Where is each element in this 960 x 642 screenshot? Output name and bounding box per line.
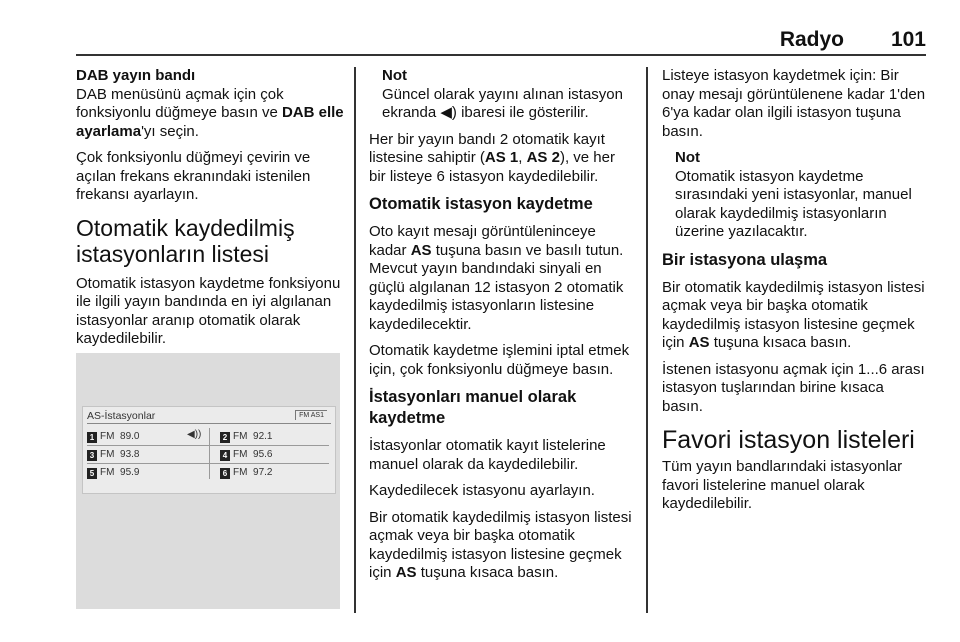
column-divider-2 bbox=[646, 67, 648, 613]
header-rule bbox=[76, 54, 926, 56]
text: Oto kayıt mesajı görüntüleninceye kadar bbox=[369, 223, 596, 259]
preset-band: FM bbox=[100, 449, 115, 460]
list-tab: FM AS1 bbox=[295, 410, 327, 420]
note-current-station bbox=[382, 67, 635, 123]
preset-number: 3 bbox=[87, 450, 97, 461]
preset-number: 6 bbox=[220, 468, 230, 479]
favorites-text: Tüm yayın bandlarındaki istasyonlar favori listelerine manuel olarak kaydedilebilir. bbox=[662, 458, 903, 512]
heading-auto-store: Otomatik istasyon kaydetme bbox=[369, 195, 593, 213]
lists-paragraph bbox=[369, 131, 635, 187]
manual-paragraph-3 bbox=[369, 509, 635, 583]
preset-row bbox=[87, 428, 329, 446]
preset-1 bbox=[87, 430, 139, 444]
text: , bbox=[518, 149, 527, 166]
note-text: Otomatik istasyon kaydetme sırasındaki yeni istasyonlar, manuel olarak kaydedilmiş istasyonların üzerine yazılacaktır. bbox=[675, 167, 912, 240]
text: tuşuna basın ve basılı tutun. Mevcut yayın bandındaki sinyali en güçlü algılanan 12 istasyon 2 otomatik kaydedilmiş istasyonların listesine kaydedilecektir. bbox=[369, 241, 624, 333]
auto-stored-text: Otomatik istasyon kaydetme fonksiyonu ile ilgili yayın bandında en iyi algılanan istasyonlar aranıp otomatik olarak kaydedilebilir. bbox=[76, 274, 341, 347]
store-paragraph: Listeye istasyon kaydetmek için: Bir onay mesajı görüntülenene kadar 1'den 6'ya kadar olan ilgili istasyon tuşuna basın. bbox=[662, 67, 926, 140]
cancel-paragraph: Otomatik kaydetme işlemini iptal etmek için, çok fonksiyonlu düğmeye basın. bbox=[369, 342, 630, 378]
auto-store-paragraph bbox=[369, 223, 635, 334]
dab-paragraph-2: Çok fonksiyonlu düğmeyi çevirin ve açılan frekans ekranındaki istenilen frekansı ayarlayın. bbox=[76, 149, 311, 203]
text: Her bir yayın bandı 2 otomatik kayıt listesine sahiptir ( bbox=[369, 130, 605, 166]
preset-band: FM bbox=[233, 431, 248, 442]
preset-row bbox=[87, 446, 329, 464]
text: Bir otomatik kaydedilmiş istasyon listesi açmak veya bir başka otomatik kaydedilmiş istasyon listesine geçmek için bbox=[369, 508, 632, 581]
preset-band: FM bbox=[100, 431, 115, 442]
speaker-icon: ◀)) bbox=[187, 429, 202, 440]
preset-number: 1 bbox=[87, 432, 97, 443]
page-header bbox=[76, 28, 926, 54]
dab-text: DAB menüsünü açmak için çok fonksiyonlu düğmeye basın ve bbox=[76, 85, 284, 121]
dab-text-end: 'yı seçin. bbox=[141, 122, 199, 140]
preset-band: FM bbox=[233, 467, 248, 478]
note-label: Not bbox=[382, 67, 407, 84]
manual-paragraph-2: Kaydedilecek istasyonu ayarlayın. bbox=[369, 482, 595, 499]
access-paragraph-1 bbox=[662, 279, 928, 353]
as-label: AS bbox=[395, 564, 417, 581]
preset-row bbox=[87, 464, 329, 481]
preset-number: 2 bbox=[220, 432, 230, 443]
note-text-end: ibaresi ile gösterilir. bbox=[456, 104, 589, 121]
preset-frequency: 95.9 bbox=[120, 467, 140, 478]
preset-band: FM bbox=[233, 449, 248, 460]
as2-label: AS 2 bbox=[526, 149, 560, 166]
preset-number: 5 bbox=[87, 468, 97, 479]
preset-frequency: 92.1 bbox=[253, 431, 273, 442]
column-2 bbox=[369, 67, 635, 591]
column-divider-1 bbox=[354, 67, 356, 613]
preset-frequency: 97.2 bbox=[253, 467, 273, 478]
section-title-favorites: Favori istasyon listeleri bbox=[662, 426, 915, 454]
heading-access-station: Bir istasyona ulaşma bbox=[662, 250, 828, 269]
dab-heading: DAB yayın bandı bbox=[76, 67, 196, 84]
speaker-icon: ◀) bbox=[440, 104, 457, 121]
station-list-figure bbox=[76, 353, 340, 609]
preset-frequency: 95.6 bbox=[253, 449, 273, 460]
radio-screen bbox=[82, 406, 336, 494]
preset-5 bbox=[87, 466, 139, 480]
preset-grid bbox=[87, 428, 329, 481]
preset-band: FM bbox=[100, 467, 115, 478]
preset-frequency: 93.8 bbox=[120, 449, 140, 460]
dab-manual-label: DAB elle ayarlama bbox=[76, 104, 344, 140]
preset-6 bbox=[220, 466, 272, 480]
text: tuşuna kısaca basın. bbox=[416, 564, 559, 581]
as1-label: AS 1 bbox=[484, 149, 519, 166]
screen-title: AS-İstasyonlar bbox=[87, 410, 156, 422]
preset-frequency: 89.0 bbox=[120, 431, 140, 442]
as-label: AS bbox=[410, 241, 432, 259]
text: ), ve her bir listeye 6 istasyon kaydedilebilir. bbox=[369, 149, 615, 185]
preset-number: 4 bbox=[220, 450, 230, 461]
note-overwrite bbox=[675, 149, 928, 242]
dab-paragraph-1 bbox=[76, 86, 344, 142]
manual-paragraph-1: İstasyonlar otomatik kayıt listelerine manuel olarak da kaydedilebilir. bbox=[369, 437, 606, 473]
note-label: Not bbox=[675, 149, 700, 166]
column-1 bbox=[76, 67, 344, 357]
page-number: 101 bbox=[890, 28, 926, 51]
access-paragraph-2: İstenen istasyonu açmak için 1...6 arası istasyon tuşlarından birine kısaca basın. bbox=[662, 360, 925, 415]
preset-4 bbox=[220, 448, 272, 462]
screen-divider bbox=[87, 423, 331, 424]
preset-3 bbox=[87, 448, 139, 462]
heading-manual-store: İstasyonları manuel olarak kaydetme bbox=[369, 388, 577, 427]
preset-2 bbox=[220, 430, 272, 444]
page-title: Radyo bbox=[779, 28, 844, 51]
note-text: Güncel olarak yayını alınan istasyon ekranda bbox=[382, 85, 623, 121]
text: Bir otomatik kaydedilmiş istasyon listesi açmak veya bir başka otomatik kaydedilmiş istasyon listesine geçmek için bbox=[662, 278, 925, 351]
column-3 bbox=[662, 67, 928, 522]
text: tuşuna kısaca basın. bbox=[709, 334, 852, 351]
as-label: AS bbox=[688, 334, 710, 351]
section-title-auto-stored: Otomatik kaydedilmiş istasyonların listesi bbox=[76, 214, 295, 267]
